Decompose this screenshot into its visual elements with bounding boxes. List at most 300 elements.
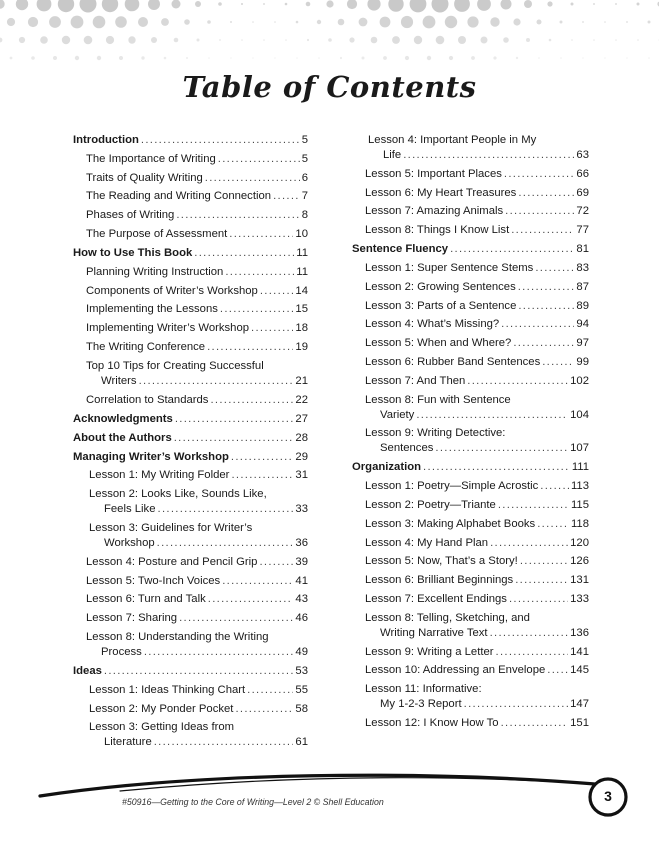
dot-leader — [435, 441, 568, 456]
toc-page-number: 14 — [295, 284, 308, 297]
toc-entry[interactable] — [352, 716, 589, 731]
toc-section[interactable] — [352, 242, 589, 257]
toc-page-number: 55 — [295, 683, 308, 696]
toc-entry[interactable] — [352, 536, 589, 551]
toc-entry[interactable] — [73, 393, 308, 408]
decorative-dot — [62, 36, 70, 44]
toc-page-number: 18 — [295, 322, 308, 335]
decorative-dot — [560, 21, 563, 24]
toc-entry[interactable] — [352, 393, 589, 423]
dot-leader — [175, 412, 294, 427]
decorative-dot — [97, 56, 101, 60]
decorative-dot — [93, 16, 106, 29]
toc-entry[interactable] — [352, 645, 589, 660]
decorative-dot — [252, 21, 254, 23]
toc-entry-title: Phases of Writing — [86, 209, 175, 222]
toc-section[interactable] — [73, 412, 308, 427]
decorative-dot — [285, 39, 287, 41]
decorative-dot — [604, 57, 606, 59]
toc-entry-title: Sentence Fluency — [352, 243, 449, 256]
toc-page-number: 118 — [570, 517, 589, 530]
decorative-dot — [477, 0, 491, 11]
dot-leader — [273, 189, 300, 204]
decorative-dot — [119, 56, 123, 60]
toc-entry-title: Acknowledgments — [73, 412, 173, 425]
dot-leader — [259, 555, 293, 570]
toc-entry-title: Lesson 2: Looks Like, Sounds Like, — [89, 488, 267, 501]
decorative-dot — [274, 21, 276, 23]
toc-entry-title: The Importance of Writing — [86, 152, 216, 165]
toc-entry[interactable] — [73, 630, 308, 660]
toc-entry-title: Life — [383, 149, 402, 161]
toc-entry[interactable] — [73, 321, 308, 336]
dot-leader — [179, 611, 293, 626]
toc-section[interactable] — [73, 450, 308, 465]
toc-entry[interactable] — [73, 720, 308, 750]
decorative-dot — [241, 39, 243, 41]
dot-leader — [547, 663, 568, 678]
decorative-dot — [593, 3, 595, 5]
toc-entry-title: Lesson 5: Two-Inch Voices — [86, 574, 221, 587]
decorative-dot — [436, 36, 445, 45]
toc-entry-title: About the Authors — [73, 431, 172, 444]
decorative-dot — [207, 20, 211, 24]
toc-section[interactable] — [352, 460, 589, 475]
decorative-dot — [449, 56, 453, 60]
toc-entry[interactable] — [73, 487, 308, 517]
decorative-dot — [410, 0, 427, 12]
toc-entry[interactable] — [352, 186, 589, 201]
decorative-dot — [648, 21, 651, 24]
dot-leader — [416, 408, 568, 423]
decorative-dot — [148, 0, 160, 10]
decorative-dot — [493, 56, 496, 59]
toc-page-number: 39 — [295, 555, 308, 568]
toc-page-number: 69 — [576, 186, 589, 199]
decorative-dot — [71, 16, 84, 29]
decorative-dot — [115, 16, 127, 28]
toc-page-number: 11 — [296, 246, 308, 259]
toc-page-number: 6 — [301, 171, 308, 184]
dot-leader — [207, 340, 293, 355]
toc-entry-title: Traits of Quality Writing — [86, 171, 203, 184]
toc-entry[interactable] — [73, 359, 308, 389]
toc-entry[interactable] — [352, 426, 589, 456]
toc-entry[interactable] — [73, 189, 308, 204]
dot-leader — [154, 735, 294, 750]
decorative-dot — [84, 36, 93, 45]
toc-entry-title: The Writing Conference — [86, 340, 206, 353]
dot-leader — [490, 626, 569, 641]
decorative-dot — [219, 39, 221, 41]
decorative-dot — [307, 39, 309, 41]
decorative-dot — [184, 19, 190, 25]
decorative-dot — [524, 0, 532, 8]
decorative-dot — [0, 38, 2, 43]
toc-entry-title: Ideas — [73, 664, 102, 677]
dot-leader — [104, 664, 294, 679]
toc-entry-title: Lesson 8: Things I Know List — [365, 224, 510, 237]
dot-leader — [218, 152, 300, 167]
toc-page-number: 11 — [296, 265, 308, 278]
toc-page-number: 15 — [295, 303, 308, 316]
decorative-dot — [296, 21, 299, 24]
decorative-dot — [125, 0, 140, 11]
toc-entry[interactable] — [352, 204, 589, 219]
toc-entry[interactable] — [352, 663, 589, 678]
toc-page-number: 81 — [576, 243, 589, 256]
toc-entry-title: Lesson 9: Writing a Letter — [365, 645, 494, 658]
decorative-dot — [367, 0, 380, 11]
toc-section[interactable] — [73, 133, 308, 148]
toc-entry-title: Feels Like — [104, 503, 156, 516]
dot-leader — [501, 317, 574, 332]
decorative-dot — [467, 16, 478, 27]
decorative-dot — [106, 36, 114, 44]
toc-entry-title: Correlation to Standards — [86, 393, 209, 406]
decorative-dot — [263, 39, 265, 41]
decorative-dot — [58, 0, 74, 12]
dot-leader — [511, 223, 574, 238]
decorative-dot — [349, 37, 354, 42]
decorative-dot — [218, 2, 222, 6]
toc-entry-title: Lesson 5: When and Where? — [365, 337, 512, 350]
toc-entry[interactable] — [352, 167, 589, 182]
toc-entry-title: Lesson 6: Rubber Band Sentences — [365, 355, 541, 368]
toc-page-number: 41 — [295, 574, 308, 587]
toc-entry[interactable] — [352, 592, 589, 607]
dot-leader — [537, 517, 569, 532]
toc-entry[interactable] — [352, 682, 589, 712]
toc-page-number: 53 — [295, 664, 308, 677]
toc-entry-title: Lesson 2: Growing Sentences — [365, 280, 516, 293]
decorative-dot — [582, 21, 584, 23]
toc-page-number: 29 — [295, 450, 308, 463]
dot-leader — [247, 683, 293, 698]
toc-entry-title: Lesson 1: Poetry—Simple Acrostic — [365, 480, 539, 493]
decorative-dot — [174, 38, 179, 43]
toc-entry[interactable] — [73, 468, 308, 483]
dot-leader — [205, 171, 300, 186]
toc-page-number: 43 — [295, 593, 308, 606]
decorative-dot — [454, 0, 470, 12]
dot-leader — [464, 697, 569, 712]
decorative-dot — [151, 37, 157, 43]
decorative-dot — [317, 20, 321, 24]
decorative-dot — [471, 56, 475, 60]
toc-page-number: 133 — [570, 592, 589, 605]
toc-entry-title: Lesson 8: Understanding the Writing — [86, 630, 269, 643]
toc-entry-title: Writers — [101, 374, 137, 387]
toc-page-number: 66 — [576, 167, 589, 180]
toc-entry-title: Variety — [380, 408, 415, 421]
dot-leader — [535, 261, 574, 276]
toc-entry[interactable] — [352, 317, 589, 332]
toc-entry[interactable] — [73, 208, 308, 223]
dot-leader — [157, 536, 294, 551]
toc-entry[interactable] — [73, 265, 308, 280]
toc-entry-title: Lesson 8: Fun with Sentence — [365, 393, 511, 406]
toc-page-number: 87 — [576, 280, 589, 293]
toc-page-number: 107 — [570, 442, 589, 455]
dot-leader — [174, 431, 294, 446]
toc-entry-title: Lesson 6: My Heart Treasures — [365, 186, 517, 199]
dot-leader — [490, 536, 568, 551]
toc-entry[interactable] — [352, 223, 589, 238]
toc-entry[interactable] — [73, 521, 308, 551]
toc-entry[interactable] — [352, 299, 589, 314]
dot-leader — [509, 592, 568, 607]
toc-entry-title: Lesson 6: Turn and Talk — [86, 593, 206, 606]
decorative-dot — [31, 56, 35, 60]
dot-leader — [260, 284, 294, 299]
dot-leader — [231, 450, 294, 465]
toc-entry[interactable] — [73, 302, 308, 317]
toc-entry-title: Sentences — [380, 442, 434, 455]
toc-entry[interactable] — [73, 284, 308, 299]
toc-entry[interactable] — [352, 355, 589, 370]
toc-page-number: 111 — [571, 461, 589, 474]
decorative-dot — [241, 3, 243, 5]
decorative-dot — [37, 0, 52, 11]
toc-entry-title: Components of Writer’s Workshop — [86, 284, 258, 297]
toc-page-number: 131 — [570, 574, 589, 587]
decorative-dot — [128, 36, 135, 43]
toc-section[interactable] — [73, 246, 308, 261]
decorative-dot — [164, 57, 167, 60]
toc-section[interactable] — [73, 664, 308, 679]
decorative-dot — [513, 18, 520, 25]
toc-page-number: 94 — [576, 318, 589, 331]
toc-entry-title: Process — [101, 645, 142, 658]
decorative-dot — [380, 17, 391, 28]
toc-page-number: 115 — [570, 498, 589, 511]
toc-page-number: 113 — [570, 480, 589, 493]
toc-entry[interactable] — [352, 133, 589, 163]
toc-entry-title: Introduction — [73, 134, 139, 146]
dot-leader — [225, 265, 294, 280]
decorative-dot — [80, 0, 97, 13]
page-title: Table of Contents — [182, 70, 477, 104]
decorative-dot — [582, 57, 584, 59]
decorative-dot — [359, 18, 368, 27]
dot-leader — [141, 133, 300, 148]
toc-left-column — [73, 133, 308, 754]
toc-entry-title: Lesson 3: Guidelines for Writer’s — [89, 521, 253, 534]
toc-entry[interactable] — [73, 574, 308, 589]
decorative-dot — [593, 39, 595, 41]
decorative-dot — [615, 3, 617, 5]
decorative-dot — [338, 19, 345, 26]
decorative-dot — [571, 3, 574, 6]
toc-entry-title: Managing Writer’s Workshop — [73, 450, 229, 463]
toc-page-number: 10 — [295, 227, 308, 240]
toc-entry-title: How to Use This Book — [73, 246, 193, 259]
toc-entry-title: Lesson 1: My Writing Folder — [89, 469, 230, 482]
dot-leader — [542, 355, 574, 370]
decorative-dot — [547, 1, 552, 6]
toc-entry[interactable] — [73, 702, 308, 717]
toc-page-number: 58 — [295, 702, 308, 715]
toc-entry-title: Lesson 10: Addressing an Envelope — [365, 664, 546, 677]
dot-leader — [423, 460, 570, 475]
decorative-dot — [503, 37, 509, 43]
toc-entry-title: Planning Writing Instruction — [86, 265, 224, 278]
toc-page-number: 46 — [295, 612, 308, 625]
dot-leader — [194, 246, 294, 261]
decorative-dot — [230, 57, 232, 59]
toc-entry-title: Lesson 7: Excellent Endings — [365, 592, 507, 605]
dot-leader — [251, 321, 293, 336]
toc-entry[interactable] — [352, 336, 589, 351]
toc-entry[interactable] — [352, 517, 589, 532]
toc-page-number: 8 — [301, 209, 308, 222]
toc-entry[interactable] — [352, 554, 589, 569]
toc-entry[interactable] — [352, 261, 589, 276]
dot-leader — [176, 208, 299, 223]
decorative-dot — [49, 16, 61, 28]
toc-entry[interactable] — [352, 573, 589, 588]
decorative-dot — [75, 56, 79, 60]
toc-entry-title: Lesson 4: Posture and Pencil Grip — [86, 555, 258, 568]
toc-entry-title: Lesson 4: What’s Missing? — [365, 318, 500, 331]
dot-leader — [235, 702, 293, 717]
toc-page-number: 31 — [295, 469, 308, 482]
decorative-dot — [392, 36, 400, 44]
toc-entry[interactable] — [73, 555, 308, 570]
decorative-dot — [296, 57, 298, 59]
toc-page-number: 21 — [295, 374, 308, 387]
dot-leader — [501, 716, 569, 731]
dot-leader — [450, 242, 574, 257]
toc-entry[interactable] — [73, 340, 308, 355]
toc-page-number: 5 — [301, 152, 308, 165]
toc-page-number: 63 — [576, 149, 589, 161]
toc-entry[interactable] — [73, 611, 308, 626]
toc-page-number: 126 — [570, 555, 589, 568]
dot-leader — [504, 167, 575, 182]
page-number: 3 — [604, 788, 612, 804]
decorative-dot — [405, 56, 409, 60]
toc-entry-title: Lesson 4: My Hand Plan — [365, 536, 489, 549]
toc-entry[interactable] — [352, 498, 589, 513]
toc-section[interactable] — [73, 431, 308, 446]
toc-entry[interactable] — [352, 374, 589, 389]
decorative-dot — [626, 57, 628, 59]
decorative-dot — [571, 39, 573, 41]
toc-entry[interactable] — [73, 683, 308, 698]
toc-page-number: 5 — [301, 134, 308, 146]
toc-entry[interactable] — [352, 479, 589, 494]
decorative-dot — [0, 0, 5, 9]
toc-page-number: 102 — [570, 374, 589, 387]
toc-page-number: 36 — [295, 536, 308, 549]
dot-leader — [498, 498, 569, 513]
decorative-dot — [326, 0, 333, 7]
dot-leader — [220, 302, 294, 317]
decorative-dot — [490, 17, 499, 26]
toc-entry[interactable] — [73, 171, 308, 186]
toc-entry-title: Organization — [352, 461, 422, 474]
decorative-dot — [16, 0, 28, 10]
toc-entry[interactable] — [352, 611, 589, 641]
decorative-dot — [648, 57, 650, 59]
toc-entry-title: Lesson 12: I Know How To — [365, 716, 499, 729]
dot-leader — [496, 645, 569, 660]
decorative-dot — [328, 38, 332, 42]
dot-leader — [208, 592, 294, 607]
toc-entry-title: Implementing Writer’s Workshop — [86, 322, 250, 335]
decorative-dot — [172, 0, 181, 9]
decorative-dot — [432, 0, 449, 13]
toc-page-number: 147 — [570, 698, 589, 711]
decorative-dot — [414, 36, 422, 44]
decorative-dot — [19, 37, 25, 43]
toc-entry-title: Implementing the Lessons — [86, 303, 218, 316]
toc-entry-title: Lesson 2: My Ponder Pocket — [89, 702, 234, 715]
toc-page-number: 22 — [295, 393, 308, 406]
dot-leader — [210, 393, 293, 408]
decorative-dot — [516, 57, 518, 59]
decorative-dot — [28, 17, 38, 27]
dot-leader — [139, 374, 294, 389]
dot-leader — [515, 573, 568, 588]
decorative-dot — [549, 39, 552, 42]
toc-entry-title: Lesson 7: Sharing — [86, 612, 178, 625]
toc-page-number: 145 — [570, 664, 589, 677]
decorative-dot — [40, 36, 48, 44]
toc-entry-title: Lesson 7: Amazing Animals — [365, 205, 504, 218]
toc-page-number: 28 — [295, 431, 308, 444]
toc-entry[interactable] — [352, 280, 589, 295]
decorative-dot — [458, 36, 466, 44]
toc-page-number: 104 — [570, 408, 589, 421]
dot-leader — [505, 204, 574, 219]
decorative-dot — [102, 0, 118, 12]
decorative-dot — [637, 39, 639, 41]
toc-entry-title: Writing Narrative Text — [380, 626, 488, 639]
toc-entry[interactable] — [73, 592, 308, 607]
toc-entry-title: Lesson 3: Parts of a Sentence — [365, 299, 517, 312]
dot-leader — [229, 227, 293, 242]
dot-leader — [231, 468, 293, 483]
decorative-dot — [445, 16, 457, 28]
toc-entry-title: Lesson 2: Poetry—Triante — [365, 498, 496, 511]
decorative-dot — [10, 57, 13, 60]
toc-page-number: 97 — [576, 337, 589, 350]
decorative-dot — [141, 56, 144, 59]
decorative-dot — [340, 57, 342, 59]
toc-entry-title: Lesson 9: Writing Detective: — [365, 427, 506, 440]
toc-page-number: 33 — [295, 503, 308, 516]
toc-entry-title: Lesson 5: Now, That’s a Story! — [365, 555, 518, 568]
dot-leader — [520, 554, 568, 569]
toc-entry-title: Literature — [104, 736, 152, 749]
decorative-dot — [347, 0, 357, 9]
toc-entry-title: Lesson 3: Making Alphabet Books — [365, 517, 536, 530]
toc-entry-title: Lesson 1: Ideas Thinking Chart — [89, 683, 246, 696]
decorative-dot — [252, 57, 254, 59]
toc-entry[interactable] — [73, 227, 308, 242]
decorative-dot — [383, 56, 387, 60]
toc-entry-title: Lesson 11: Informative: — [365, 683, 482, 696]
toc-entry[interactable] — [73, 152, 308, 167]
decorative-dot — [481, 37, 488, 44]
decorative-dot — [208, 57, 210, 59]
decorative-dot — [186, 57, 188, 59]
decorative-dot — [306, 2, 311, 7]
toc-page-number: 72 — [576, 205, 589, 218]
